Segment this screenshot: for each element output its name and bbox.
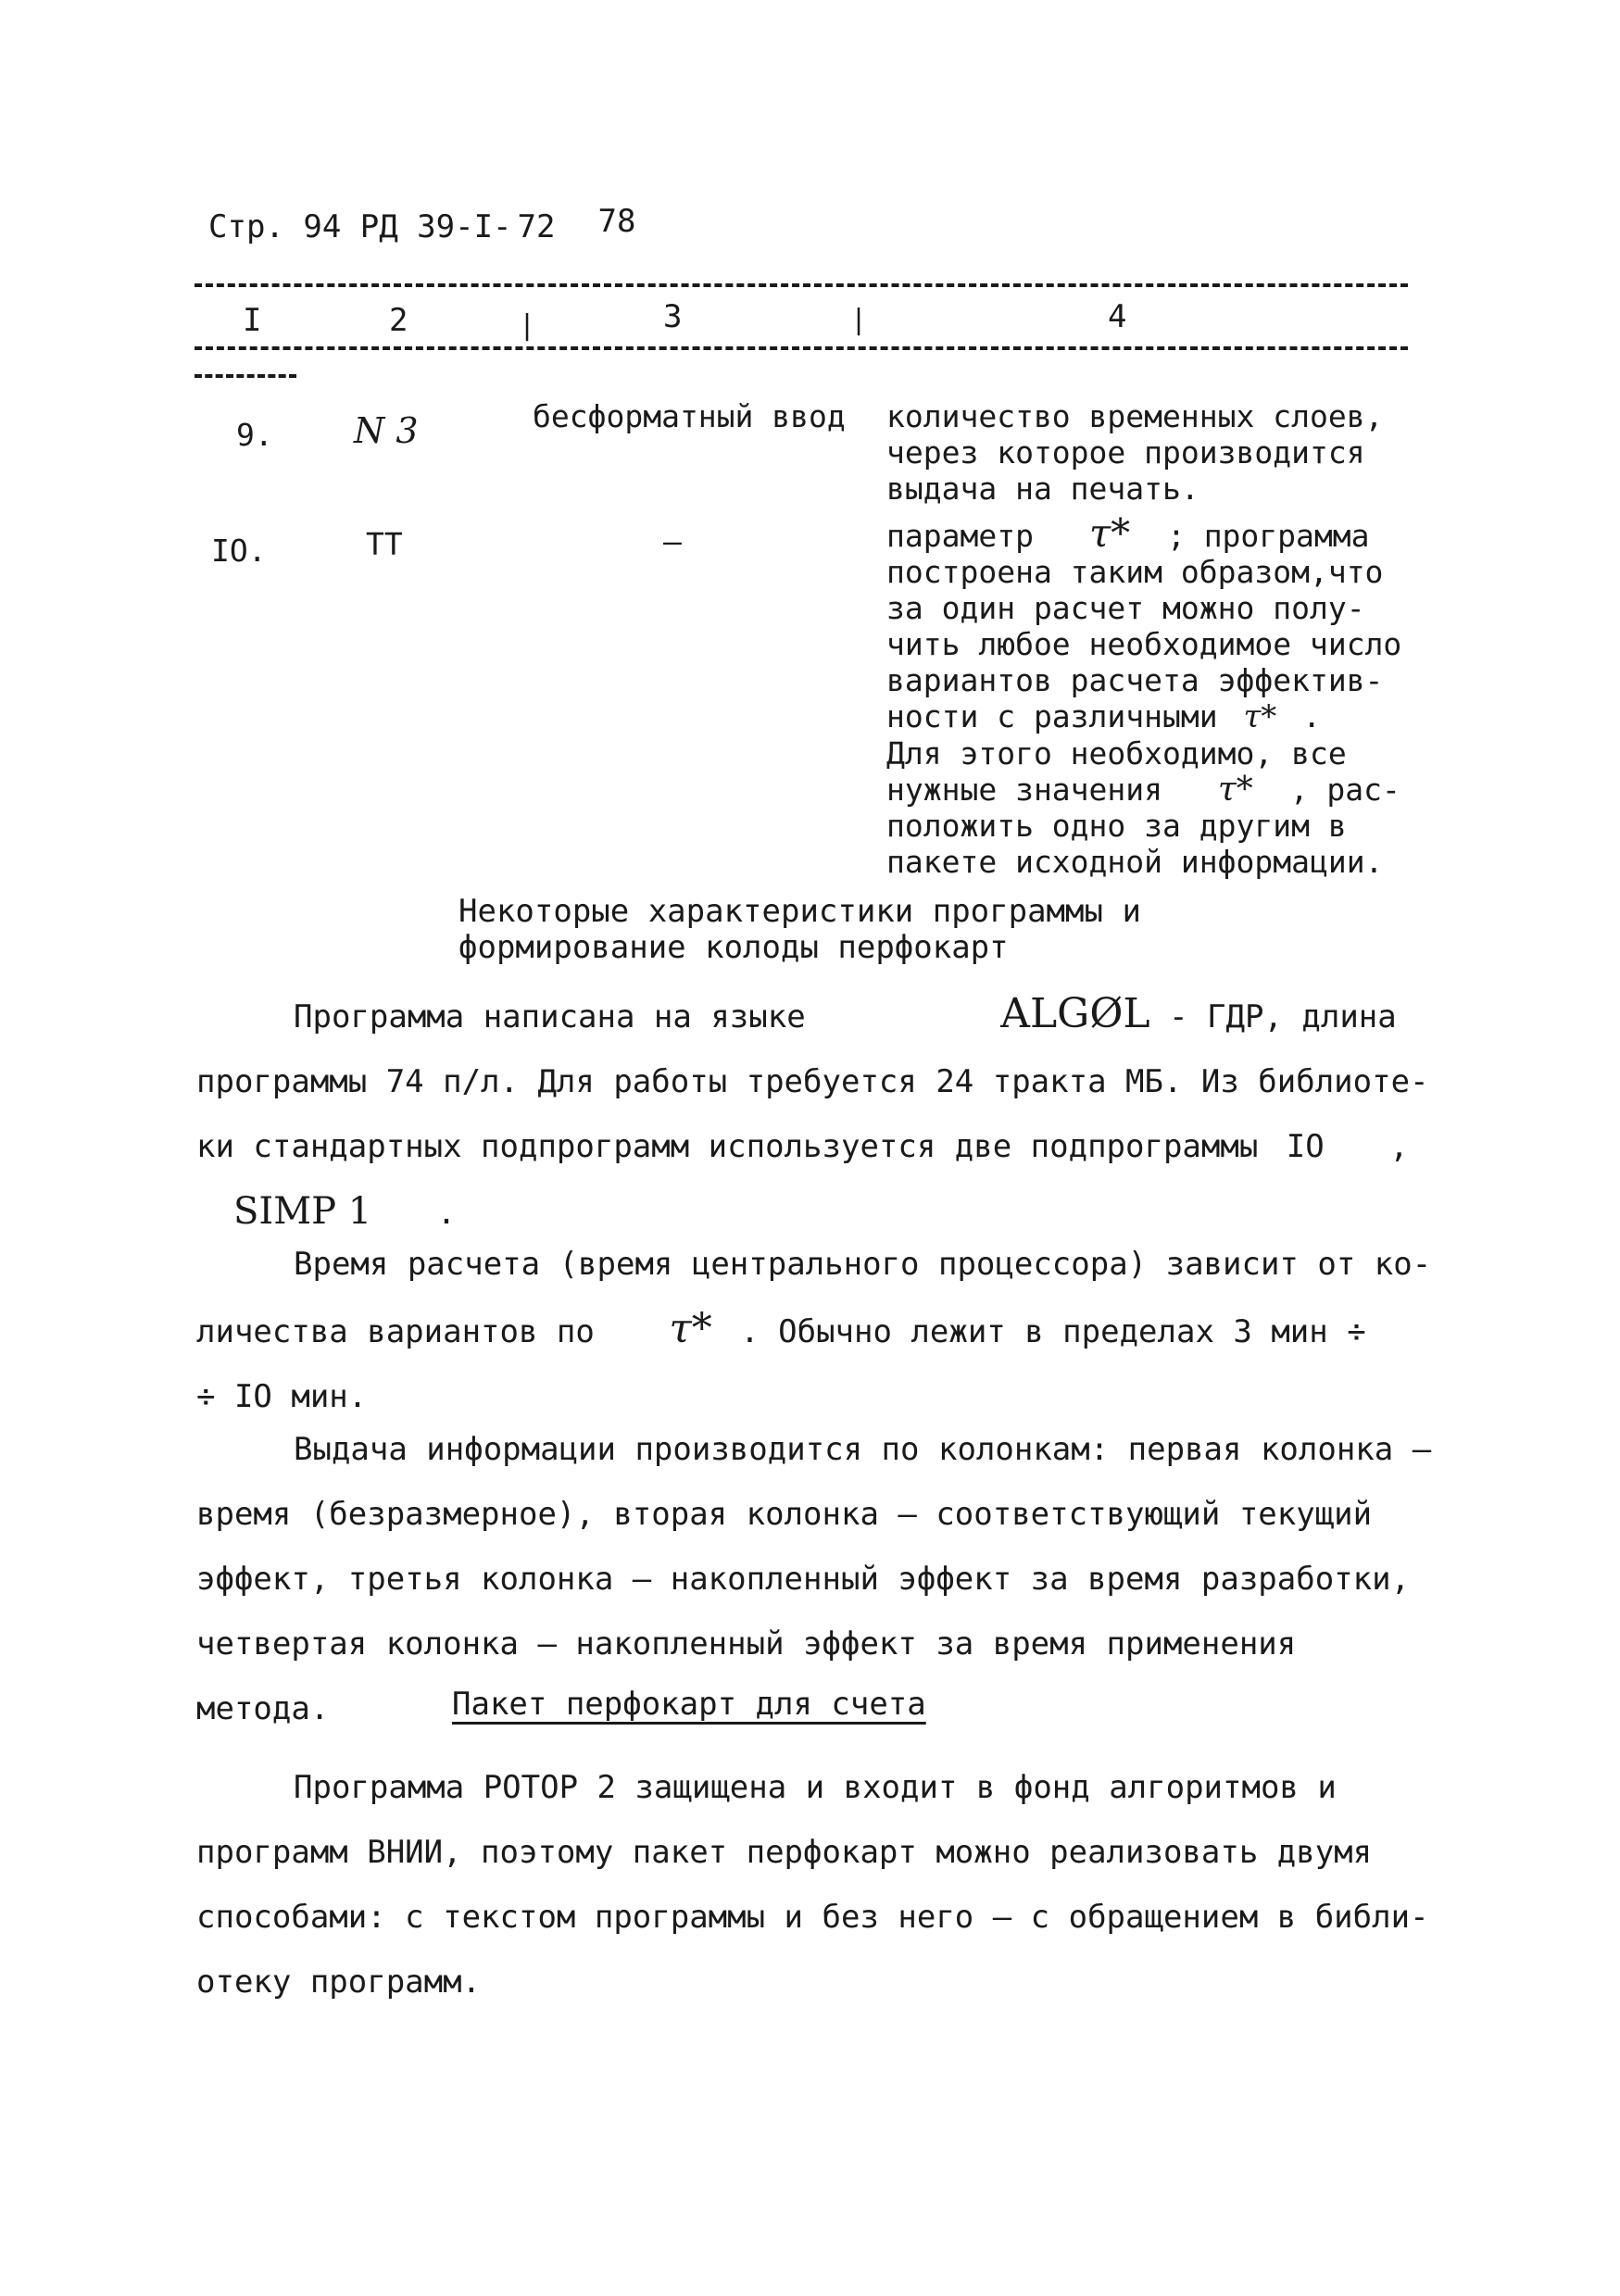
row-10-desc-line — [886, 698, 1401, 735]
para-text: , — [1389, 1128, 1409, 1165]
para-text: ки стандартных подпрограмм используется две подпрограммы — [196, 1128, 1259, 1165]
row-10-code: ТТ — [366, 526, 403, 562]
row-10-desc-line — [886, 772, 1401, 808]
tau-symbol: τ* — [1217, 771, 1253, 809]
paragraph-calc-time — [196, 1232, 1438, 1429]
paragraph-line — [196, 982, 1438, 1049]
desc-text: параметр — [886, 518, 1034, 554]
paragraph-package — [196, 1755, 1438, 2014]
row-10-desc-line — [886, 510, 1401, 556]
page-reference — [208, 203, 636, 245]
page-num-a: 72 — [517, 208, 556, 245]
paragraph-line: эффект, третья колонка – накопленный эффект за время разработки, — [196, 1561, 1411, 1598]
row-10-desc-line: вариантов расчета эффектив- — [886, 662, 1384, 698]
paragraph-line: Программа РОТОР 2 защищена и входит в фонд алгоритмов и — [294, 1769, 1337, 1806]
page-ref-text: Стр. 94 РД 39-I- — [208, 208, 512, 245]
column-number-4: 4 — [1108, 298, 1127, 335]
paragraph-line — [196, 1114, 1438, 1179]
subprogram-name: IO — [1286, 1128, 1325, 1165]
desc-text: , рас- — [1289, 772, 1400, 808]
paragraph-line: ÷ IO мин. — [196, 1378, 368, 1415]
row-10-description — [886, 510, 1402, 880]
row-9-number: 9. — [236, 417, 273, 453]
para-text: . Обычно лежит в пределах 3 мин ÷ — [740, 1313, 1366, 1350]
tau-symbol: τ* — [1243, 698, 1277, 735]
row-9-desc-line: выдача на печать. — [886, 470, 1199, 507]
section-heading-line: Некоторые характеристики программы и — [458, 893, 1141, 930]
page-num-b: 78 — [597, 203, 636, 240]
paragraph-line: четвертая колонка – накопленный эффект за время применения метода. — [196, 1625, 1297, 1727]
paragraph-line: способами: с текстом программы и без него – с обращением в библи- — [196, 1899, 1429, 1936]
row-10-desc-line: построена таким образом,что — [886, 554, 1384, 590]
row-10-desc-line: чить любое необходимое число — [886, 626, 1402, 662]
row-9-description — [886, 398, 1383, 507]
section-heading — [458, 894, 1141, 966]
column-number-2: 2 — [389, 302, 408, 339]
column-number-1: I — [243, 302, 262, 339]
row-9-desc-line: количество временных слоев, — [886, 398, 1384, 434]
paragraph-line — [196, 1297, 1438, 1364]
column-separator: | — [519, 309, 536, 342]
paragraph-line: программы 74 п/л. Для работы требуется 24 тракта МБ. Из библиоте- — [196, 1063, 1429, 1100]
table-header-rule-2 — [195, 374, 296, 378]
paragraph-line: программ ВНИИ, поэтому пакет перфокарт можно реализовать двумя — [196, 1834, 1373, 1871]
handwritten-subprogram: SIMP 1 — [233, 1190, 372, 1233]
column-separator: | — [850, 304, 868, 336]
paragraph-line: отеку программ. — [196, 1964, 482, 2001]
desc-text: ности с различными — [886, 698, 1218, 734]
column-number-3: 3 — [663, 298, 683, 335]
tau-symbol: τ* — [1088, 510, 1131, 556]
row-10-desc-line: Для этого необходимо, все — [886, 735, 1347, 772]
paragraph-line: Время расчета (время центрального процессора) зависит от ко- — [294, 1246, 1432, 1283]
row-9-type: бесформатный ввод — [533, 398, 846, 434]
table-top-rule — [195, 283, 1408, 287]
para-text: - ГДР, длина — [1169, 998, 1397, 1035]
row-10-type: – — [663, 523, 682, 559]
row-9-code: N 3 — [354, 410, 419, 451]
handwritten-language: ALGØL — [1000, 990, 1150, 1037]
row-10-number: IO. — [211, 533, 267, 569]
desc-text: ; программа — [1166, 518, 1370, 554]
desc-text: нужные значения — [886, 772, 1163, 808]
para-text: . — [436, 1195, 457, 1232]
para-text: личества вариантов по — [196, 1313, 595, 1350]
tau-symbol: τ* — [669, 1305, 712, 1352]
desc-text: . — [1302, 698, 1322, 734]
row-10-desc-line: положить одно за другим в — [886, 808, 1347, 844]
paragraph-program-info — [196, 982, 1438, 1246]
paragraph-line: Выдача информации производится по колонкам: первая колонка – — [294, 1431, 1432, 1468]
para-text: Программа написана на языке — [294, 998, 806, 1035]
section-heading-punchcards: Пакет перфокарт для счета — [452, 1686, 926, 1723]
table-header-rule — [195, 346, 1408, 350]
section-heading-line: формирование колоды перфокарт — [458, 929, 1009, 966]
paragraph-line: время (безразмерное), вторая колонка – соответствующий текущий — [196, 1496, 1373, 1533]
row-10-desc-line: за один расчет можно полу- — [886, 590, 1365, 626]
row-10-desc-line: пакете исходной информации. — [886, 844, 1384, 880]
row-9-desc-line: через которое производится — [886, 434, 1365, 470]
